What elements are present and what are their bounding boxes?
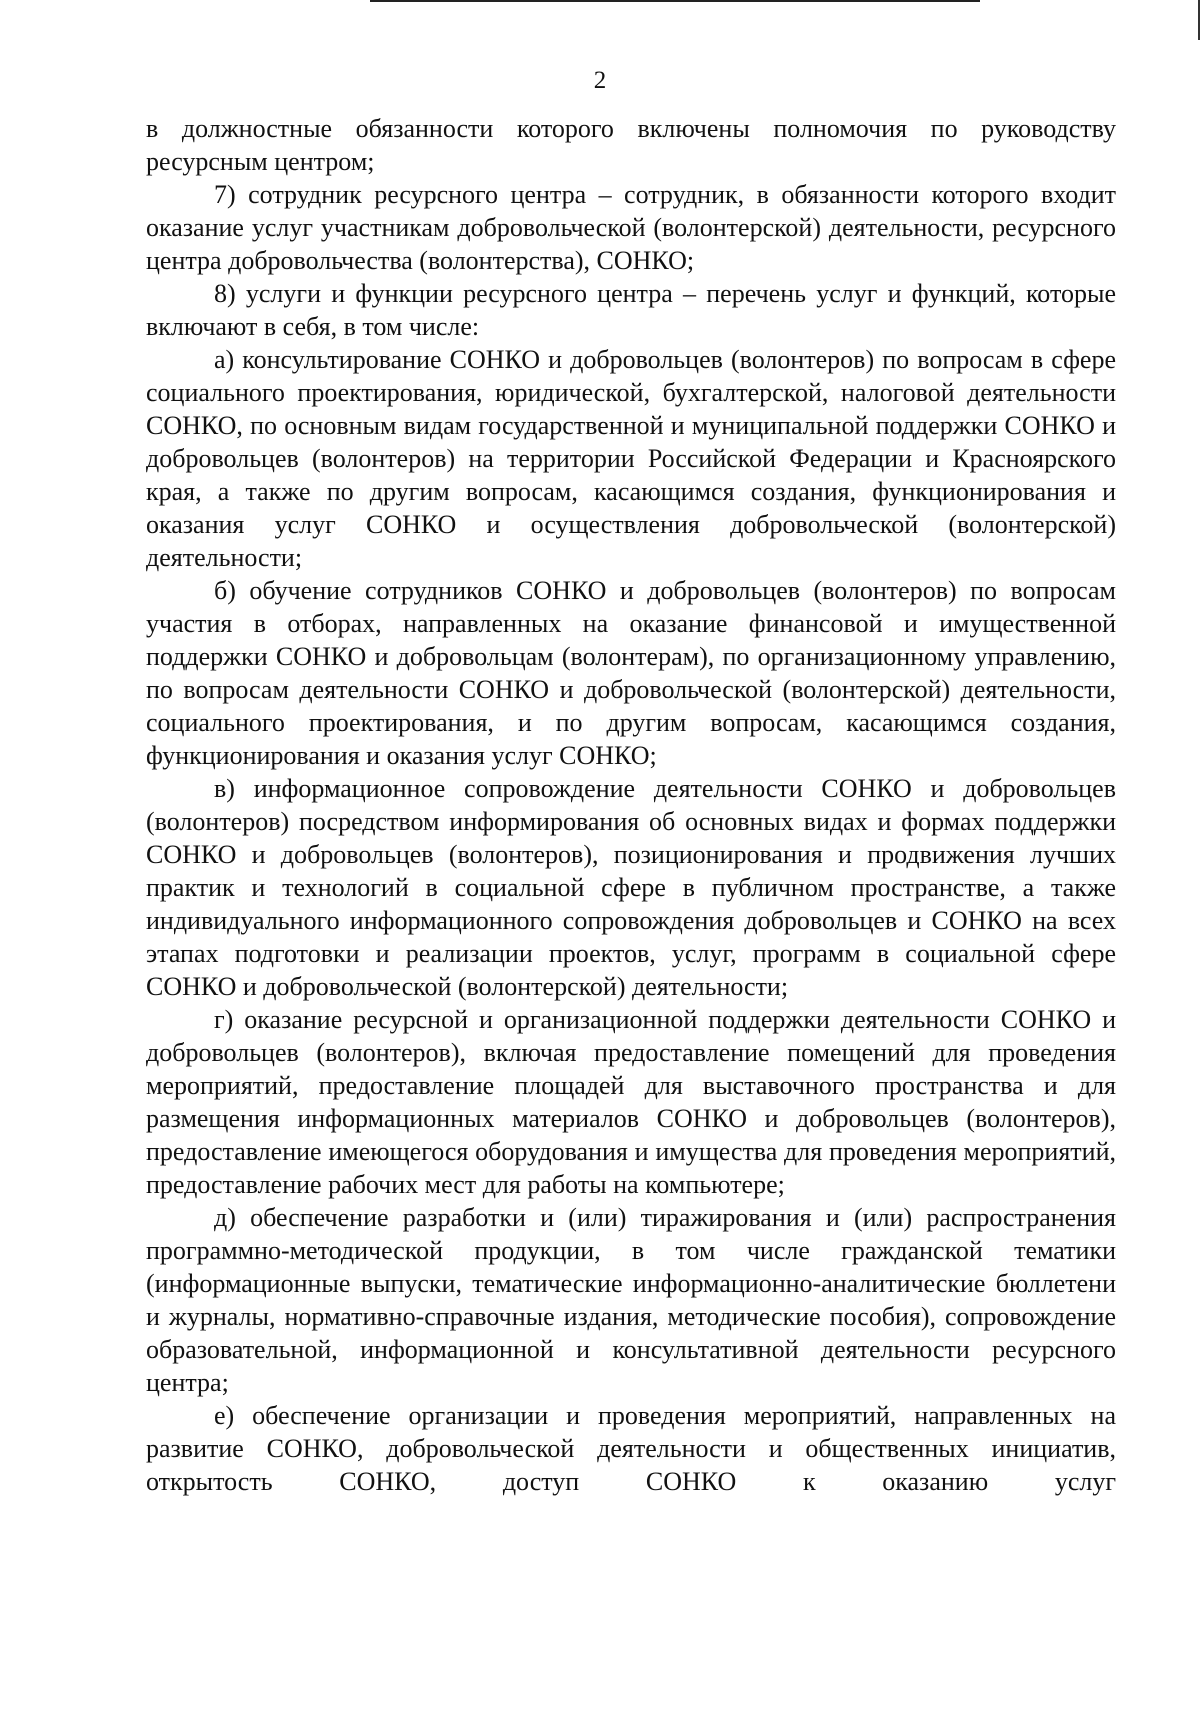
paragraph-subitem-v: в) информационное сопровождение деятельности СОНКО и добровольцев (волонтеров) посредством информирования об основных видах и формах поддержки СОНКО и добровольцев (волонтеров), позиционирования и продвижения лучших практик и технологий в социальной сфере в публичном пространстве, а также индивидуального информационного сопровождения добровольцев и СОНКО на всех этапах подготовки и реализации проектов, услуг, программ в социальной сфере СОНКО и добровольческой (волонтерской) деятельности; [146,774,1116,1001]
paragraph-subitem-e: е) обеспечение организации и проведения мероприятий, направленных на развитие СОНКО, добровольческой деятельности и общественных инициатив, открытость СОНКО, доступ СОНКО к оказанию услуг [146,1401,1116,1496]
paragraph-continuation: в должностные обязанности которого включены полномочия по руководству ресурсным центром; [146,114,1116,176]
paragraph-item-7: 7) сотрудник ресурсного центра – сотрудник, в обязанности которого входит оказание услуг участникам добровольческой (волонтерской) деятельности, ресурсного центра добровольчества (волонтерства), СОНКО; [146,180,1116,275]
paragraph-subitem-d: д) обеспечение разработки и (или) тиражирования и (или) распространения программно-методической продукции, в том числе гражданской тематики (информационные выпуски, тематические информационно-аналитические бюллетени и журналы, нормативно-справочные издания, методические пособия), сопровождение образовательной, информационной и консультативной деятельности ресурсного центра; [146,1203,1116,1397]
page-number: 2 [593,67,607,94]
scan-edge-top [370,0,980,2]
paragraph-subitem-g: г) оказание ресурсной и организационной поддержки деятельности СОНКО и добровольцев (волонтеров), включая предоставление помещений для проведения мероприятий, предоставление площадей для выставочного пространства и для размещения информационных материалов СОНКО и добровольцев (волонтеров), предоставление имеющегося оборудования и имущества для проведения мероприятий, предоставление рабочих мест для работы на компьютере; [146,1005,1116,1199]
document-body [146,112,1116,1498]
paragraph-item-8: 8) услуги и функции ресурсного центра – перечень услуг и функций, которые включают в себя, в том числе: [146,279,1116,341]
paragraph-subitem-b: б) обучение сотрудников СОНКО и добровольцев (волонтеров) по вопросам участия в отборах, направленных на оказание финансовой и имущественной поддержки СОНКО и добровольцам (волонтерам), по организационному управлению, по вопросам деятельности СОНКО и добровольческой (волонтерской) деятельности, социального проектирования, и по другим вопросам, касающимся создания, функционирования и оказания услуг СОНКО; [146,576,1116,770]
paragraph-subitem-a: а) консультирование СОНКО и добровольцев (волонтеров) по вопросам в сфере социального проектирования, юридической, бухгалтерской, налоговой деятельности СОНКО, по основным видам государственной и муниципальной поддержки СОНКО и добровольцев (волонтеров) на территории Российской Федерации и Красноярского края, а также по другим вопросам, касающимся создания, функционирования и оказания услуг СОНКО и осуществления добровольческой (волонтерской) деятельности; [146,345,1116,572]
